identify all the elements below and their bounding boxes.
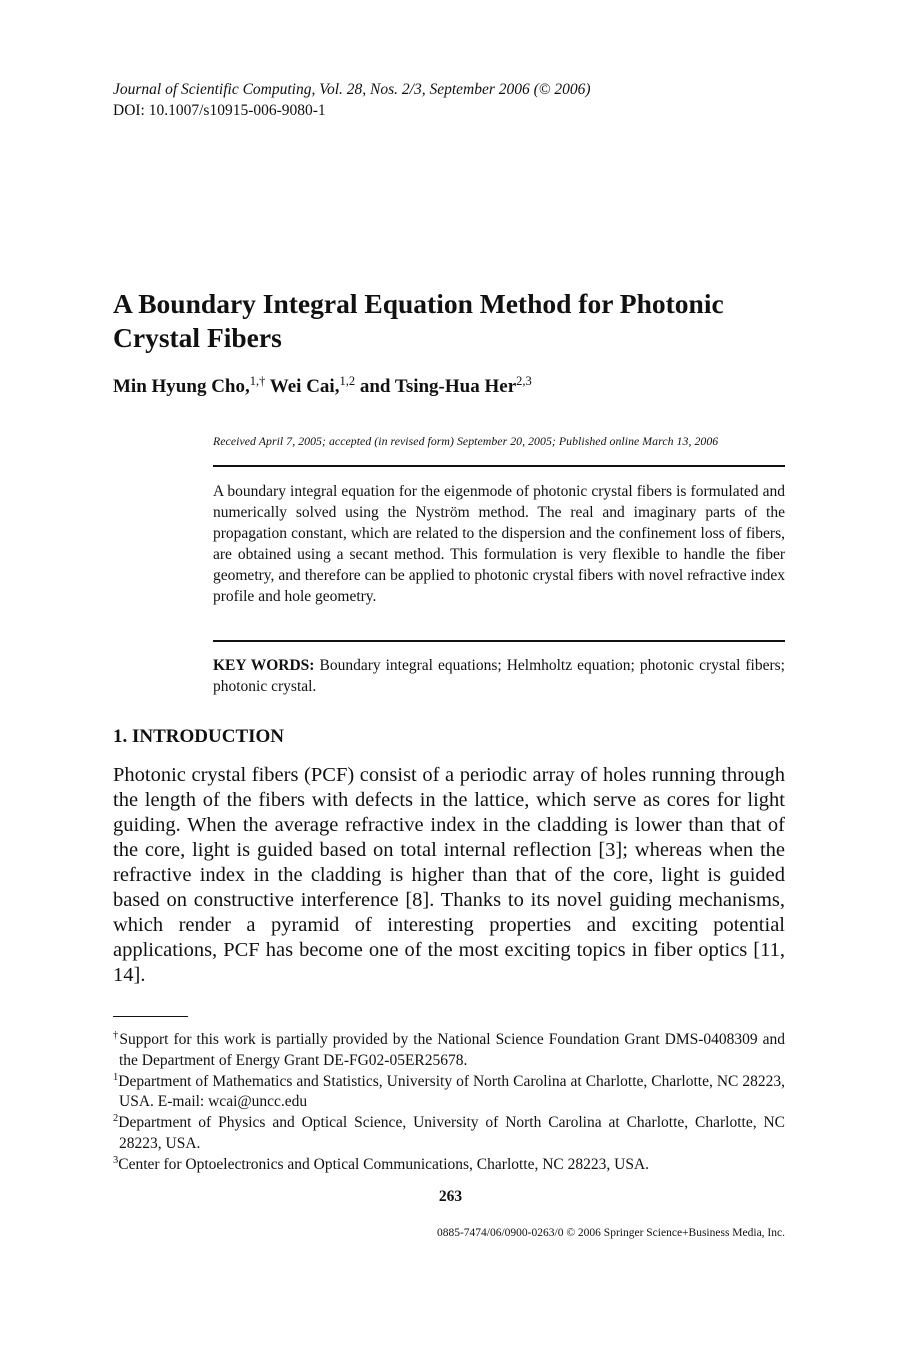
journal-citation: Journal of Scientific Computing, Vol. 28, Nos. 2/3, September 2006 (© 2006) (113, 81, 591, 98)
received-dates: Received April 7, 2005; accepted (in revised form) September 20, 2005; Published online March 13, 2006 (213, 434, 719, 448)
footnote (113, 1030, 785, 1072)
footnote-mark: 3 (113, 1154, 119, 1166)
author-name: Min Hyung Cho, (113, 376, 250, 397)
author-list (113, 376, 532, 398)
paper-title: A Boundary Integral Equation Method for Photonic Crystal Fibers (113, 288, 724, 353)
body-text: Photonic crystal fibers (PCF) consist of a periodic array of holes running through the length of the fibers with defects in the lattice, which serve as cores for light guiding. When the average refractive index in the cladding is lower than that of the core, light is guided based on total internal reflection [3]; whereas when the refractive index in the cladding is higher than that of the core, light is guided based on constructive interference [8]. Thanks to its novel guiding mechanisms, which render a pyramid of interesting properties and exciting potential applications, PCF has become one of the most exciting topics in fiber optics [11, 14]. (113, 764, 785, 986)
footnote-mark: 1 (113, 1071, 119, 1083)
page-number: 263 (438, 1188, 463, 1205)
copyright-line: 0885-7474/06/0900-0263/0 © 2006 Springer Science+Business Media, Inc. (436, 1227, 785, 1239)
keywords-text: Boundary integral equations; Helmholtz equation; photonic crystal fibers; photonic crystal. (213, 657, 785, 695)
footnote-text: Department of Mathematics and Statistics, University of North Carolina at Charlotte, Charlotte, NC 28223, USA. E-mail: wcai@uncc.edu (118, 1072, 785, 1111)
author-affiliation: 1,† (249, 374, 266, 388)
footnote (113, 1072, 785, 1114)
author-name: Tsing-Hua Her (394, 376, 517, 397)
footnotes (113, 1030, 785, 1176)
keywords-label: KEY WORDS: (213, 657, 315, 674)
section-heading: 1. INTRODUCTION (113, 726, 285, 747)
abstract-bottom-rule (213, 640, 785, 642)
footnote (113, 1113, 785, 1155)
footnote-text: Support for this work is partially provided by the National Science Foundation Grant DMS-0408309 and the Department of Energy Grant DE-FG02-05ER25678. (119, 1031, 786, 1069)
keywords (213, 655, 785, 697)
journal-header (113, 79, 591, 121)
footnote-text: Department of Physics and Optical Science, University of North Carolina at Charlotte, Charlotte, NC 28223, USA. (118, 1114, 785, 1152)
footnote-mark: † (113, 1030, 120, 1041)
intro-paragraph (113, 763, 785, 988)
author-conjunction: and (359, 376, 391, 397)
abstract-top-rule (213, 465, 785, 467)
author-name: Wei Cai, (269, 376, 340, 397)
footnote-mark: 2 (113, 1113, 119, 1125)
author-affiliation: 1,2 (339, 374, 356, 388)
author-affiliation: 2,3 (516, 374, 532, 388)
doi-line: DOI: 10.1007/s10915-006-9080-1 (113, 102, 326, 119)
footnote (113, 1155, 785, 1176)
abstract: A boundary integral equation for the eigenmode of photonic crystal fibers is formulated and numerically solved using the Nyström method. The real and imaginary parts of the propagation constant, which are related to the dispersion and the confinement loss of fibers, are obtained using a secant method. This formulation is very flexible to handle the fiber geometry, and therefore can be applied to photonic crystal fibers with novel refractive index profile and hole geometry. (213, 483, 785, 605)
footnote-rule (113, 1016, 188, 1017)
footnote-text: Center for Optoelectronics and Optical Communications, Charlotte, NC 28223, USA. (118, 1155, 650, 1173)
